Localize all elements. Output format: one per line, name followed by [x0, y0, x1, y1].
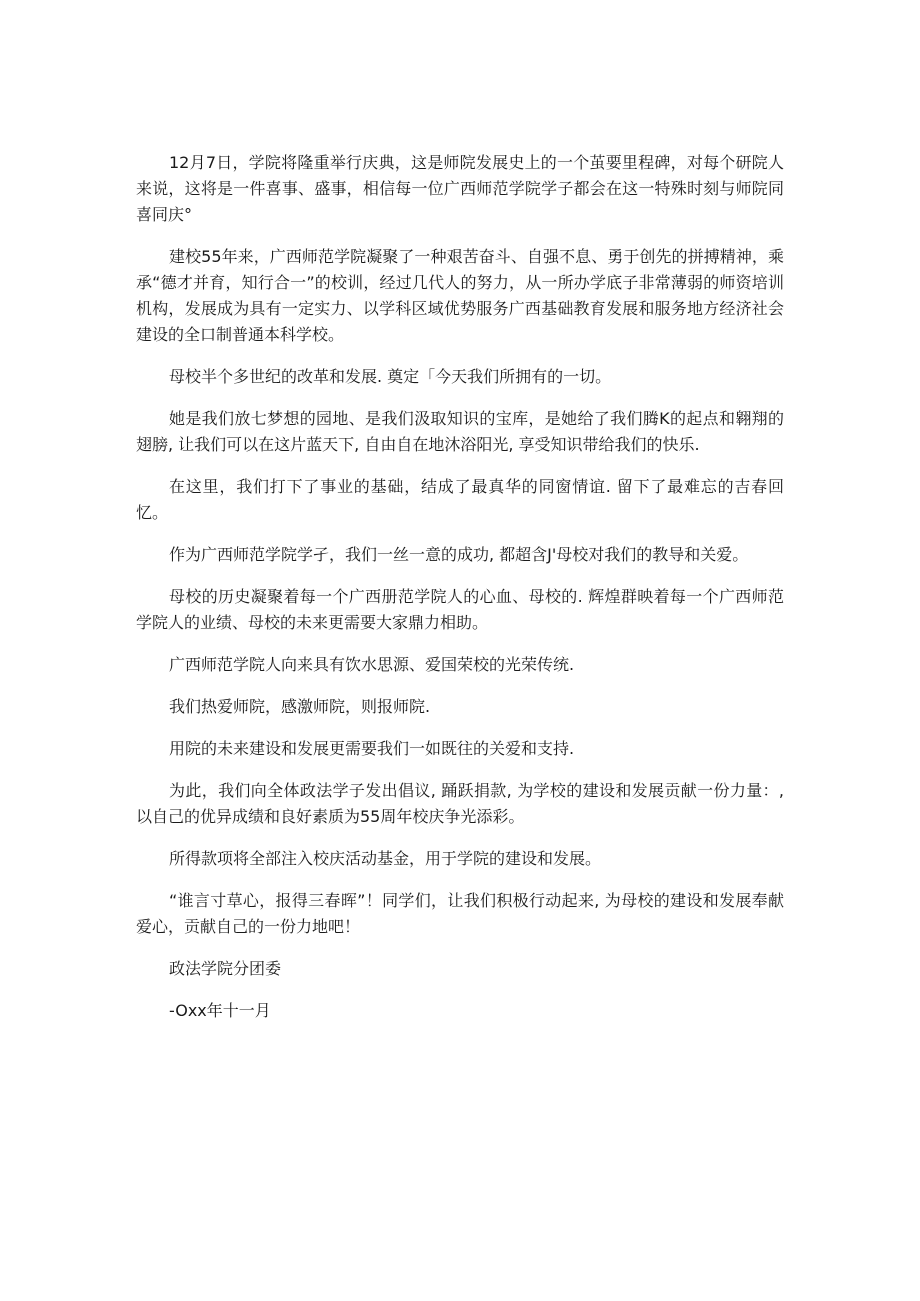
signature: 政法学院分团委: [169, 959, 282, 978]
paragraph-12: 所得款项将全部注入校庆活动基金，用于学院的建设和发展。: [169, 849, 602, 868]
paragraph-10: 用院的未来建设和发展更需要我们一如既往的关爱和支持.: [169, 739, 575, 758]
letter-body: [136, 150, 784, 1040]
paragraph-9: 我们热爱师院，感激师院，则报师院.: [169, 697, 431, 716]
paragraph-8: 广西师范学院人向来具有饮水思源、爱国荣校的光荣传统.: [169, 655, 575, 674]
paragraph-2: 建校55年来，广西师范学院凝聚了一种艰苦奋斗、自强不息、勇于创先的拼搏精神，乘承“德才并育，知行合一”的校训，经过几代人的努力，从一所办学底子非常薄弱的师资培训机构，发展成为具有一定实力、以学科区域优势服务广西基础教育发展和服务地方经济社会建设的全口制普通本科学校。: [136, 247, 784, 344]
paragraph-7: 母校的历史凝聚着每一个广西册范学院人的心血、母校的. 辉煌群映着每一个广西师范学院人的业绩、母校的未来更需要大家鼎力相助。: [136, 587, 784, 632]
paragraph-6: 作为广西师范学院学孑，我们一丝一意的成功, 都超含J'母校对我们的教导和关爱。: [169, 545, 749, 564]
paragraph-13: “谁言寸草心，报得三春晖”！同学们，让我们积极行动起来, 为母校的建设和发展奉献爱心，贡献自己的一份力地吧！: [136, 891, 784, 936]
paragraph-11: 为此，我们向全体政法学子发出倡议, 踊跃捐款, 为学校的建设和发展贡献一份力量：, 以自己的优异成绩和良好素质为55周年校庆争光添彩。: [136, 781, 784, 826]
paragraph-4: 她是我们放七梦想的园地、是我们汲取知识的宝库，是她给了我们腾K的起点和翱翔的翅膀, 让我们可以在这片蓝天下, 自由自在地沐浴阳光, 享受知识带给我们的快乐.: [136, 409, 784, 454]
date-line: -Oxx年十一月: [169, 1001, 271, 1020]
paragraph-3: 母校半个多世纪的改革和发展. 奠定「今天我们所拥有的一切。: [169, 367, 612, 386]
paragraph-1: 12月7日，学院将隆重举行庆典，这是师院发展史上的一个茧要里程碑，对每个研院人来说，这将是一件喜事、盛事，相信每一位广西师范学院学子都会在这一特殊时刻与师院同喜同庆°: [136, 153, 784, 224]
paragraph-5: 在这里，我们打下了事业的基础，结成了最真华的同窗情谊. 留下了最难忘的吉春回忆。: [136, 477, 784, 522]
